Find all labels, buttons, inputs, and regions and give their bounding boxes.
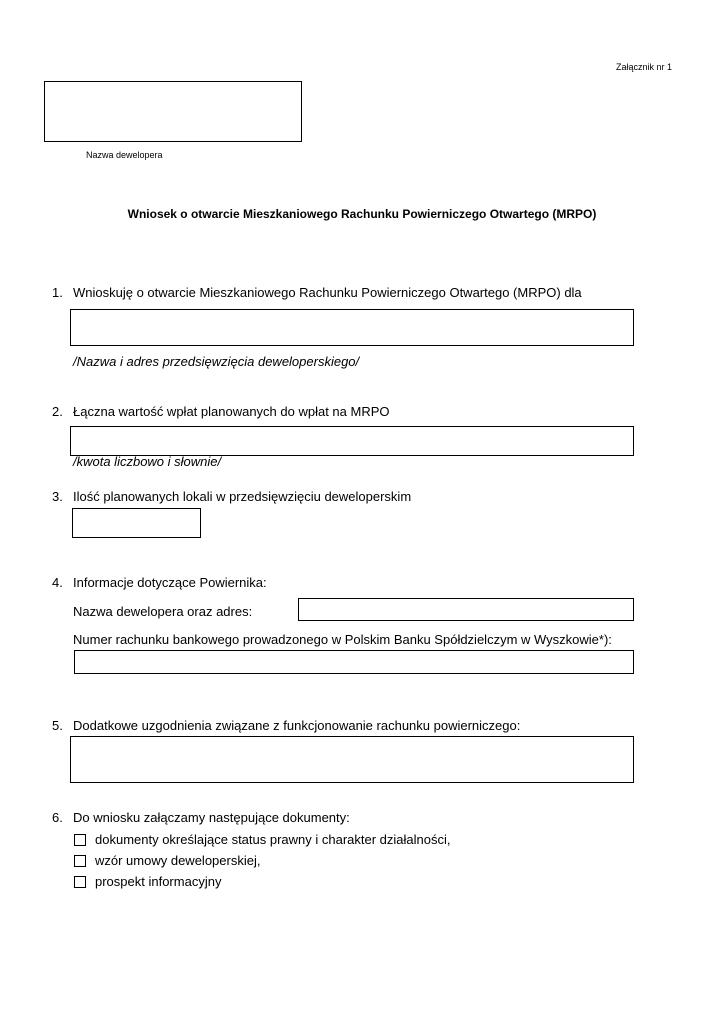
- section-1-caption: /Nazwa i adres przedsięwzięcia deweloperskiego/: [73, 354, 360, 369]
- document-label: dokumenty określające status prawny i charakter działalności,: [95, 832, 451, 847]
- developer-address-label: Nazwa dewelopera oraz adres:: [73, 604, 253, 619]
- section-6-text: Do wniosku załączamy następujące dokumenty:: [73, 810, 350, 825]
- section-4-text: Informacje dotyczące Powiernika:: [73, 575, 267, 590]
- section-1-number: 1.: [52, 285, 63, 300]
- attachment-label: Załącznik nr 1: [615, 62, 672, 72]
- document-checkbox[interactable]: [74, 834, 86, 846]
- units-count-field[interactable]: [72, 508, 201, 538]
- section-2-number: 2.: [52, 404, 63, 419]
- section-3-number: 3.: [52, 489, 63, 504]
- document-label: prospekt informacyjny: [95, 874, 222, 889]
- section-6-number: 6.: [52, 810, 63, 825]
- bank-account-label: Numer rachunku bankowego prowadzonego w Polskim Banku Spółdzielczym w Wyszkowie*):: [73, 632, 612, 647]
- section-1-text: Wnioskuję o otwarcie Mieszkaniowego Rachunku Powierniczego Otwartego (MRPO) dla: [73, 285, 582, 300]
- bank-account-field[interactable]: [74, 650, 634, 674]
- developer-name-caption: Nazwa dewelopera: [86, 150, 163, 160]
- document-checkbox[interactable]: [74, 855, 86, 867]
- page-title: Wniosek o otwarcie Mieszkaniowego Rachunku Powierniczego Otwartego (MRPO): [127, 207, 597, 221]
- developer-address-field[interactable]: [298, 598, 634, 621]
- section-4-number: 4.: [52, 575, 63, 590]
- section-5-number: 5.: [52, 718, 63, 733]
- section-2-caption: /kwota liczbowo i słownie/: [73, 454, 222, 469]
- document-label: wzór umowy deweloperskiej,: [95, 853, 261, 868]
- planned-payments-field[interactable]: [70, 426, 634, 456]
- project-name-address-field[interactable]: [70, 309, 634, 346]
- section-2-text: Łączna wartość wpłat planowanych do wpłat na MRPO: [73, 404, 390, 419]
- additional-arrangements-field[interactable]: [70, 736, 634, 783]
- developer-name-field[interactable]: [44, 81, 302, 142]
- section-5-text: Dodatkowe uzgodnienia związane z funkcjonowanie rachunku powierniczego:: [73, 718, 521, 733]
- document-checkbox[interactable]: [74, 876, 86, 888]
- section-3-text: Ilość planowanych lokali w przedsięwzięciu deweloperskim: [73, 489, 412, 504]
